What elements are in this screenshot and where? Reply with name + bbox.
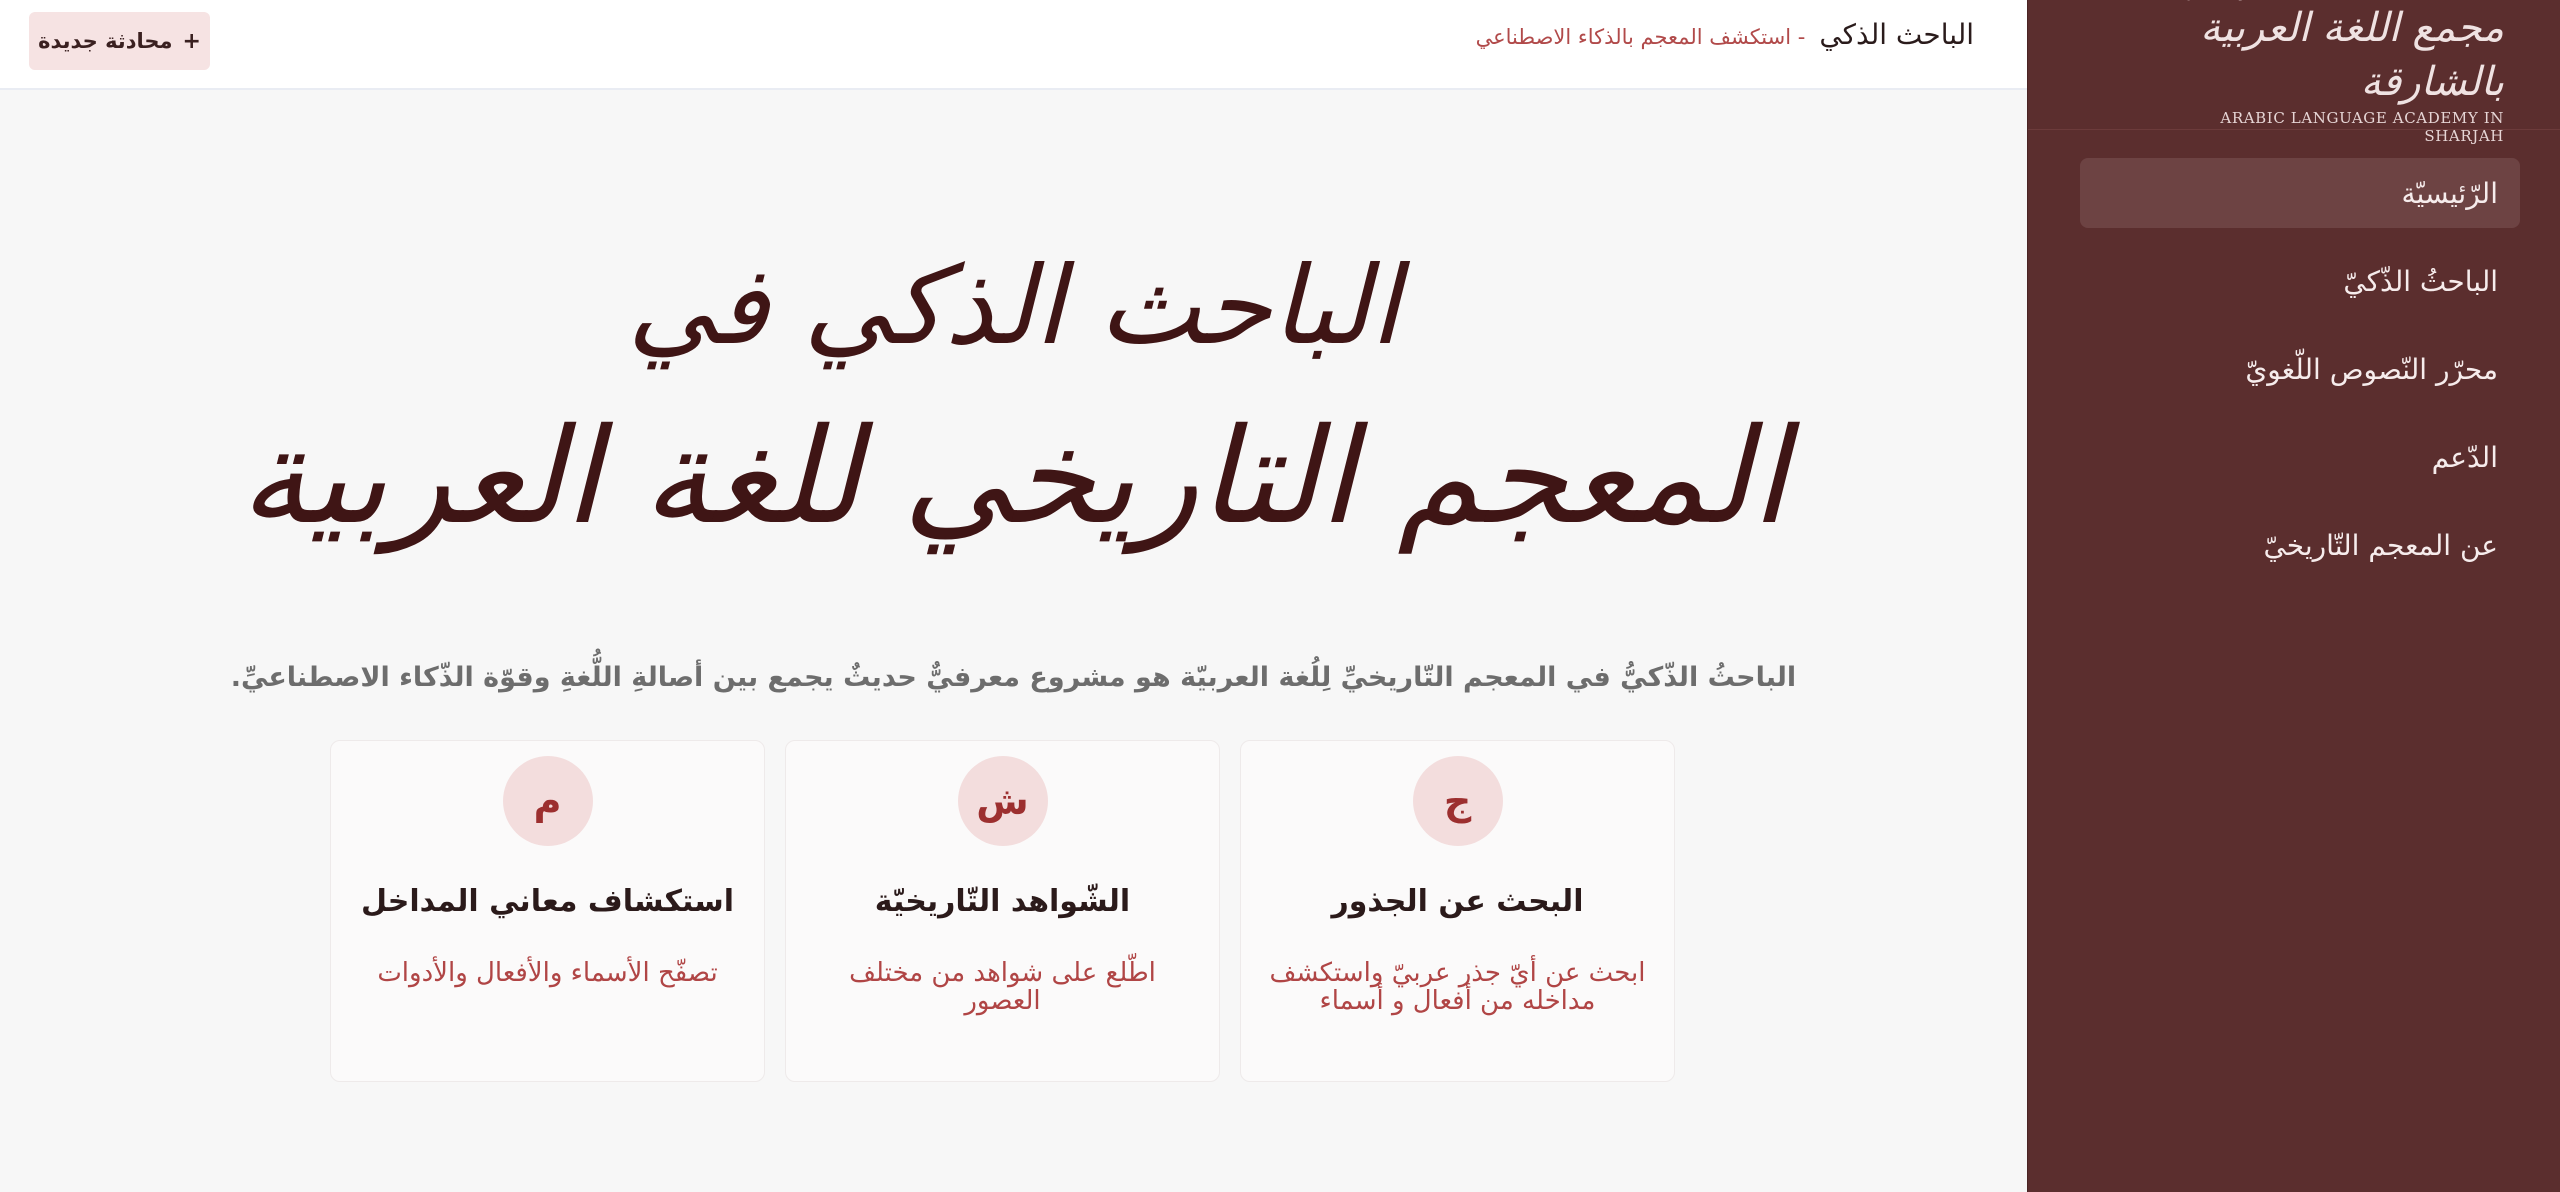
card-title: البحث عن الجذور (1331, 884, 1584, 919)
sidebar-logo (2028, 0, 2560, 145)
sidebar-nav (2028, 130, 2560, 580)
card-badge: ش (958, 756, 1048, 846)
hero-line-2: المعجم التاريخي للغة العربية (239, 400, 1788, 554)
new-chat-label: محادثة جديدة (38, 29, 173, 53)
card-entry-meanings[interactable] (330, 740, 765, 1082)
logo-academy-ar: مجمع اللغة العربية بالشارقة (2200, 4, 2504, 105)
logo-academy-en: ARABIC LANGUAGE ACADEMY IN SHARJAH (2220, 108, 2504, 145)
sidebar-item-smart-researcher[interactable]: الباحثُ الذّكيّ (2343, 264, 2498, 298)
card-title: استكشاف معاني المداخل (360, 884, 735, 919)
sidebar (2027, 0, 2560, 1192)
sidebar-item-support[interactable]: الدّعم (2431, 440, 2498, 474)
page-title: الباحث الذكي (1819, 18, 1974, 51)
top-bar (0, 0, 2027, 90)
plus-icon: + (182, 28, 201, 54)
sidebar-item-text-editor[interactable]: محرّر النّصوص اللّغويّ (2245, 352, 2498, 386)
page-subtitle: - استكشف المعجم بالذكاء الاصطناعي (1475, 25, 1806, 49)
card-historical-evidence[interactable] (785, 740, 1220, 1082)
card-badge: م (503, 756, 593, 846)
hero-calligraphy (0, 232, 2027, 562)
intro-text: الباحثُ الذّكيُّ في المعجم التّاريخيِّ لِلُغة العربيّة هو مشروع معرفيٌّ حديثٌ يجمع بين أصالةِ اللُّغةِ وقوّة الذّكاء الاصطناعيِّ. (230, 662, 1797, 693)
academy-logo[interactable] (2174, 4, 2504, 145)
page-title-group (1476, 18, 1974, 51)
card-description: ابحث عن أيّ جذر عربيّ واستكشف مداخله من أفعال و أسماء (1269, 958, 1646, 1016)
new-chat-button[interactable] (29, 12, 210, 70)
card-description: تصفّح الأسماء والأفعال والأدوات (377, 958, 718, 988)
feature-cards (330, 740, 1675, 1082)
sidebar-item-home[interactable]: الرّئيسيّة (2080, 158, 2520, 228)
card-title: الشّواهد التّاريخيّة (874, 884, 1131, 919)
card-badge: ج (1413, 756, 1503, 846)
card-root-search[interactable] (1240, 740, 1675, 1082)
sidebar-item-about[interactable]: عن المعجم التّاريخيّ (2263, 528, 2498, 562)
main-content (0, 92, 2027, 1192)
card-description: اطّلع على شواهد من مختلف العصور (849, 958, 1156, 1016)
hero-line-1: الباحث الذكي في (627, 244, 1400, 369)
